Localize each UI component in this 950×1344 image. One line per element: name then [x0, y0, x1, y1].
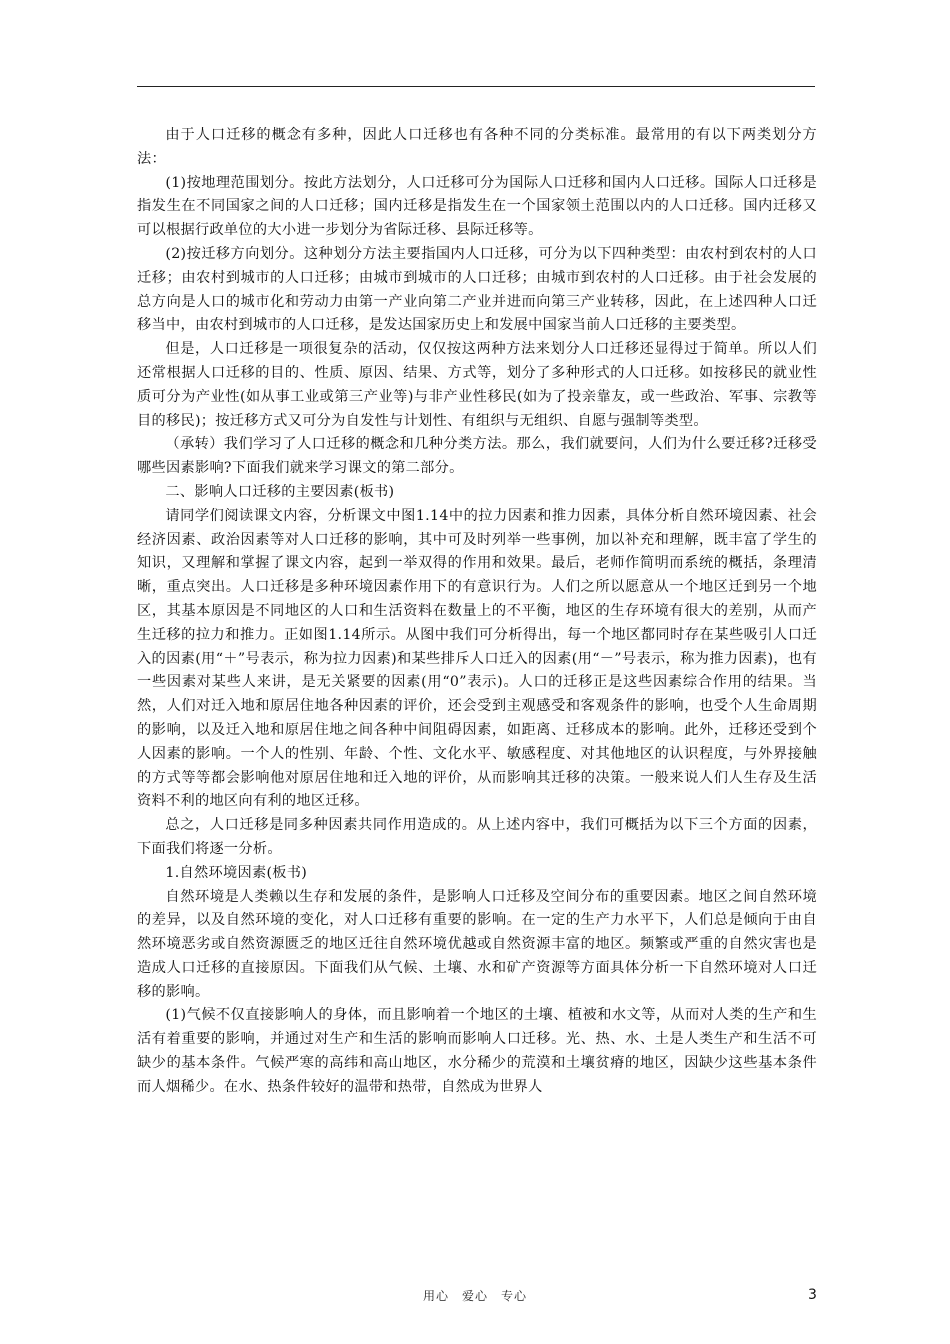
footer-motto: 用心 爱心 专心	[422, 1289, 527, 1303]
subsection-heading: 1.自然环境因素(板书)	[165, 864, 308, 881]
section-heading: 二、影响人口迁移的主要因素(板书)	[165, 483, 395, 500]
paragraph: 请同学们阅读课文内容，分析课文中图1.14中的拉力因素和推力因素，具体分析自然环境因素、社会经济因素、政治因素等对人口迁移的影响，其中可及时列举一些事例，加以补充和理解，既丰富了学生的知识，又理解和掌握了课文内容，起到一举双得的作用和效果。最后，老师作简明而系统的概括，条理清晰，重点突出。人口迁移是多种环境因素作用下的有意识行为。人们之所以愿意从一个地区迁到另一个地区，其基本原因是不同地区的人口和生活资料在数量上的不平衡，地区的生存环境有很大的差别，从而产生迁移的拉力和推力。正如图1.14所示。从图中我们可分析得出，每一个地区都同时存在某些吸引人口迁入的因素(用“＋”号表示，称为拉力因素)和某些排斥人口迁入的因素(用“－”号表示，称为推力因素)，也有一些因素对某些人来讲，是无关紧要的因素(用“0”表示)。人口的迁移正是这些因素综合作用的结果。当然，人们对迁入地和原居住地各种因素的评价，还会受到主观感受和客观条件的影响，也受个人生命周期的影响，以及迁入地和原居住地之间各种中间阻碍因素，如距离、迁移成本的影响。此外，迁移还受到个人因素的影响。一个人的性别、年龄、个性、文化水平、敏感程度、对其他地区的认识程度，与外界接触的方式等等都会影响他对原居住地和迁入地的评价，从而影响其迁移的决策。一般来说人们人生存及生活资料不利的地区向有利的地区迁移。	[137, 507, 817, 810]
page-number: 3	[808, 1287, 817, 1303]
paragraph: (1)按地理范围划分。按此方法划分，人口迁移可分为国际人口迁移和国内人口迁移。国际人口迁移是指发生在不同国家之间的人口迁移；国内迁移是指发生在一个国家领土范围以内的人口迁移。国内迁移又可以根据行政单位的大小进一步划分为省际迁移、县际迁移等。	[137, 174, 817, 239]
paragraph: （承转）我们学习了人口迁移的概念和几种分类方法。那么，我们就要问，人们为什么要迁移?迁移受哪些因素影响?下面我们就来学习课文的第二部分。	[137, 436, 817, 477]
header-rule	[137, 86, 815, 87]
paragraph: (2)按迁移方向划分。这种划分方法主要指国内人口迁移，可分为以下四种类型：由农村到农村的人口迁移；由农村到城市的人口迁移；由城市到城市的人口迁移；由城市到农村的人口迁移。由于社会发展的总方向是人口的城市化和劳动力由第一产业向第二产业并进而向第三产业转移，因此，在上述四种人口迁移当中，由农村到城市的人口迁移，是发达国家历史上和发展中国家当前人口迁移的主要类型。	[137, 245, 817, 334]
paragraph: 自然环境是人类赖以生存和发展的条件，是影响人口迁移及空间分布的重要因素。地区之间自然环境的差异，以及自然环境的变化，对人口迁移有重要的影响。在一定的生产力水平下，人们总是倾向于由自然环境恶劣或自然资源匮乏的地区迁往自然环境优越或自然资源丰富的地区。频繁或严重的自然灾害也是造成人口迁移的直接原因。下面我们从气候、土壤、水和矿产资源等方面具体分析一下自然环境对人口迁移的影响。	[137, 888, 817, 1000]
paragraph: 总之，人口迁移是同多种因素共同作用造成的。从上述内容中，我们可概括为以下三个方面的因素，下面我们将逐一分析。	[137, 817, 817, 857]
document-body	[137, 124, 817, 1100]
paragraph: 由于人口迁移的概念有多种，因此人口迁移也有各种不同的分类标准。最常用的有以下两类划分方法：	[137, 127, 817, 167]
paragraph: 但是，人口迁移是一项很复杂的活动，仅仅按这两种方法来划分人口迁移还显得过于简单。所以人们还常根据人口迁移的目的、性质、原因、结果、方式等，划分了多种形式的人口迁移。如按移民的就业性质可分为产业性(如从事工业或第三产业等)与非产业性移民(如为了投亲靠友，或一些政治、军事、宗教等目的移民)；按迁移方式又可分为自发性与计划性、有组织与无组织、自愿与强制等类型。	[137, 341, 817, 429]
paragraph: (1)气候不仅直接影响人的身体，而且影响着一个地区的土壤、植被和水文等，从而对人类的生产和生活有着重要的影响，并通过对生产和生活的影响而影响人口迁移。光、热、水、土是人类生产和生活不可缺少的基本条件。气候严寒的高纬和高山地区，水分稀少的荒漠和土壤贫瘠的地区，因缺少这些基本条件而人烟稀少。在水、热条件较好的温带和热带，自然成为世界人	[137, 1007, 817, 1095]
